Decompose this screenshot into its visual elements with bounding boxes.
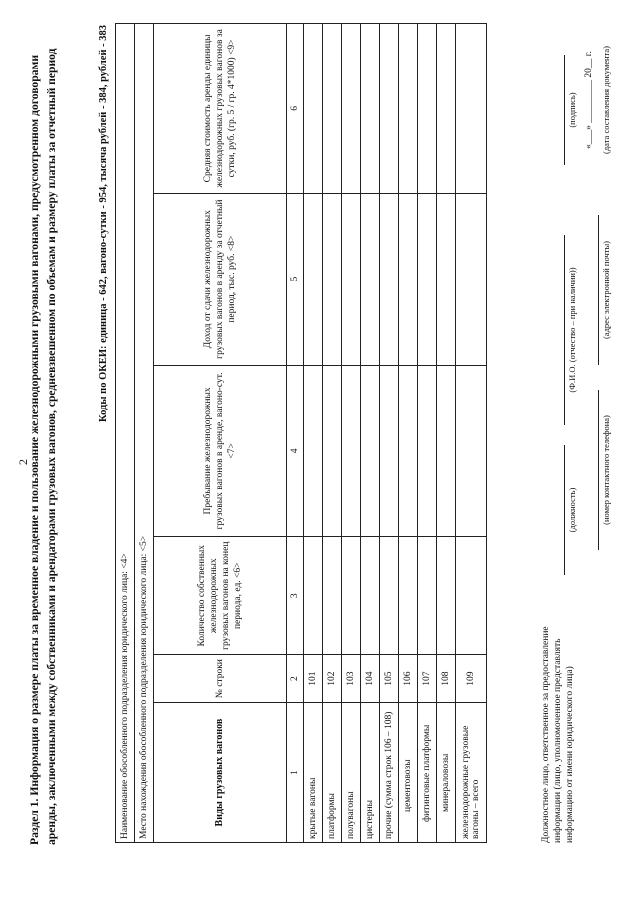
row-code: 103 (342, 655, 361, 703)
info-row-name: Наименование обособленного подразделения юридического лица: <4> (116, 24, 135, 843)
cell (323, 193, 342, 365)
table-row (323, 24, 342, 843)
row-name: цементовозы (399, 703, 418, 843)
position-caption: (должность) (567, 487, 577, 533)
row-code: 102 (323, 655, 342, 703)
column-header-3: Количество собственных железнодорожных грузовых вагонов на конец периода, ед. <6> (154, 537, 287, 655)
cell (304, 24, 323, 194)
cell (456, 365, 487, 537)
cell (399, 365, 418, 537)
cell (304, 193, 323, 365)
cell (304, 365, 323, 537)
row-name: цистерны (361, 703, 380, 843)
section-heading: Раздел 1. Информация о размере платы за временное владение и пользование железнодорожными грузовыми вагонами, предусмотренном договорами аренды, заключенными между собственниками и арендаторами грузовых вагонов, средневзвешенном по объемам и размеру платы за отчетный период (28, 48, 58, 845)
cell (418, 537, 437, 655)
cell (399, 24, 418, 194)
cell (380, 537, 399, 655)
row-name: платформы (323, 703, 342, 843)
row-code: 105 (380, 655, 399, 703)
column-number: 5 (287, 193, 304, 365)
cell (418, 193, 437, 365)
okei-codes: Коды по ОКЕИ: единица - 642, вагоно-сутки - 954, тысяча рублей - 384, рублей - 383 (98, 25, 109, 422)
cell (304, 537, 323, 655)
email-caption: (адрес электронной почты) (601, 240, 611, 340)
column-header-1: Виды грузовых вагонов (154, 703, 287, 843)
table-row (399, 24, 418, 843)
signature-caption: (подпись) (567, 92, 577, 128)
cell (342, 193, 361, 365)
signature-line (564, 55, 565, 165)
row-name: полувагоны (342, 703, 361, 843)
cell (361, 193, 380, 365)
cell (380, 193, 399, 365)
fio-caption: (Ф.И.О. (отчество – при наличии)) (567, 267, 577, 393)
column-number: 4 (287, 365, 304, 537)
cell (342, 365, 361, 537)
cell (437, 24, 456, 194)
info-row-location: Место нахождения обособленного подразделения юридического лица: <5> (135, 24, 154, 843)
responsible-person-note: Должностное лицо, ответственное за предоставление информации (лицо, уполномоченное представлять информацию от имени юридического лица) (541, 626, 575, 843)
row-code: 104 (361, 655, 380, 703)
cell (361, 24, 380, 194)
column-number: 3 (287, 537, 304, 655)
row-code: 108 (437, 655, 456, 703)
date-caption: (дата составления документа) (601, 46, 611, 154)
email-line (598, 215, 599, 365)
column-number: 1 (287, 703, 304, 843)
date-field: «___» _________ 20__ г. (584, 51, 594, 149)
column-header-5: Доход от сдачи железнодорожных грузовых вагонов в аренду за отчетный период, тыс. руб. <8> (154, 193, 287, 365)
cell (323, 537, 342, 655)
row-code: 101 (304, 655, 323, 703)
fio-line (564, 235, 565, 425)
cell (323, 365, 342, 537)
cell (342, 24, 361, 194)
position-line (564, 445, 565, 575)
cell (399, 537, 418, 655)
cell (342, 537, 361, 655)
cell (380, 365, 399, 537)
phone-line (598, 390, 599, 550)
row-code: 106 (399, 655, 418, 703)
cell (456, 24, 487, 194)
cell (399, 193, 418, 365)
cell (361, 365, 380, 537)
cell (380, 24, 399, 194)
table-row (342, 24, 361, 843)
column-header-2: № строки (154, 655, 287, 703)
table-row (361, 24, 380, 843)
cell (437, 537, 456, 655)
column-number: 6 (287, 24, 304, 194)
page-number: 2 (16, 459, 30, 465)
table-row (418, 24, 437, 843)
cell (437, 193, 456, 365)
cell (437, 365, 456, 537)
cell (456, 193, 487, 365)
column-number: 2 (287, 655, 304, 703)
row-code: 109 (456, 655, 487, 703)
row-name: минераловозы (437, 703, 456, 843)
table-row (380, 24, 399, 843)
cell (418, 365, 437, 537)
phone-caption: (номер контактного телефона) (601, 415, 611, 525)
cell (361, 537, 380, 655)
table-row (304, 24, 323, 843)
row-name: крытые вагоны (304, 703, 323, 843)
cell (456, 537, 487, 655)
table-row (437, 24, 456, 843)
row-name: прочие (сумма строк 106 – 108) (380, 703, 399, 843)
cell (418, 24, 437, 194)
column-header-6: Средняя стоимость аренды единицы железнодорожных грузовых вагонов за сутки, руб. (гр. 5 / гр. 4*1000) <9> (154, 24, 287, 194)
row-name: фитинговые платформы (418, 703, 437, 843)
report-table (115, 23, 487, 843)
column-header-4: Пребывание железнодорожных грузовых вагонов в аренде, вагоно-сут. <7> (154, 365, 287, 537)
row-name: железнодорожные грузовые вагоны – всего (456, 703, 487, 843)
row-code: 107 (418, 655, 437, 703)
cell (323, 24, 342, 194)
table-row (456, 24, 487, 843)
